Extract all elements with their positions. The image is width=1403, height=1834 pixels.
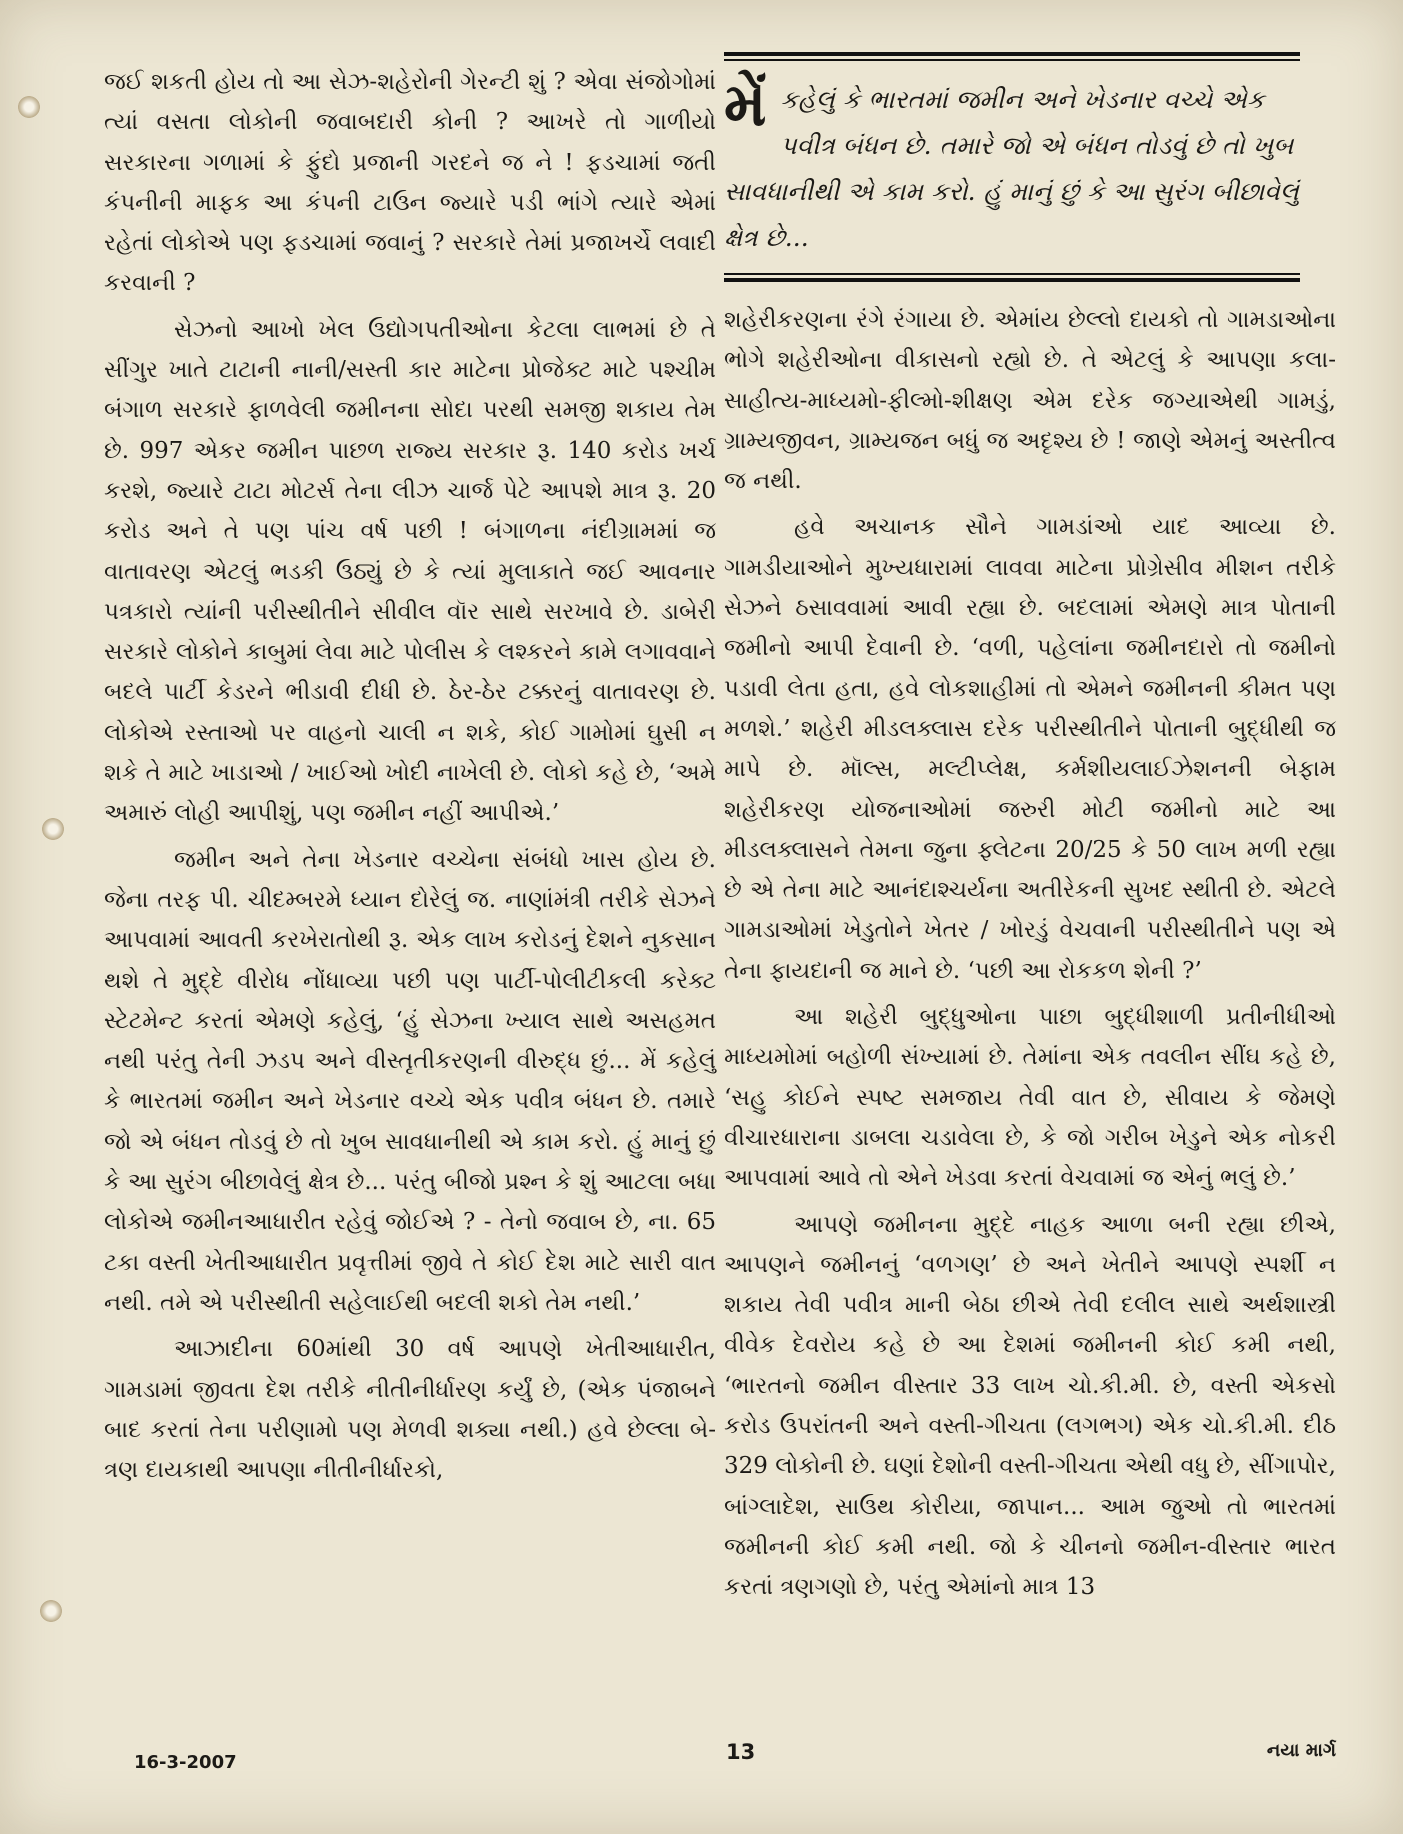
pull-quote-text: કહેલું કે ભારતમાં જમીન અને ખેડનાર વચ્ચે એક પવીત્ર બંધન છે. તમારે જો એ બંધન તોડવું છે તો ખુબ સાવધાનીથી એ કામ કરો. હું માનું છું કે આ સુરંગ બીછાવેલું ક્ષેત્ર છે...: [724, 85, 1299, 252]
page-tear-mark: [18, 96, 40, 118]
left-column: [104, 62, 716, 1490]
pull-quote: [724, 52, 1300, 282]
body-paragraph: હવે અચાનક સૌને ગામડાંઓ યાદ આવ્યા છે. ગામડીયાઓને મુખ્યધારામાં લાવવા માટેના પ્રોગ્રેસીવ મીશન તરીકે સેઝને ઠસાવવામાં આવી રહ્યા છે. બદલામાં એમણે માત્ર પોતાની જમીનો આપી દેવાની છે. ‘વળી, પહેલાંના જમીનદારો તો જમીનો પડાવી લેતા હતા, હવે લોકશાહીમાં તો એમને જમીનની કીમત પણ મળશે.’ શહેરી મીડલક્લાસ દરેક પરીસ્થીતીને પોતાની બુદ્ધીથી જ માપે છે. મૉલ્સ, મલ્ટીપ્લેક્ષ, કર્મશીયલાઈઝેશનની બેફામ શહેરીકરણ યોજનાઓમાં જરુરી મોટી જમીનો માટે આ મીડલક્લાસને તેમના જુના ફ્લેટના 20/25 કે 50 લાખ મળી રહ્યા છે એ તેના માટે આનંદાશ્ચર્યના અતીરેકની સુખદ સ્થીતી છે. એટલે ગામડાઓમાં ખેડુતોને ખેતર / ખોરડું વેચવાની પરીસ્થીતીને પણ એ તેના ફાયદાની જ માને છે. ‘પછી આ રોકકળ શેની ?’: [724, 514, 1336, 984]
body-paragraph: આ શહેરી બુદ્ધુઓના પાછા બુદ્ધીશાળી પ્રતીનીધીઓ માધ્યમોમાં બહોળી સંખ્યામાં છે. તેમાંના એક તવલીન સીંઘ કહે છે, ‘સહુ કોઈને સ્પષ્ટ સમજાય તેવી વાત છે, સીવાય કે જેમણે વીચારધારાના ડાબલા ચડાવેલા છે, કે જો ગરીબ ખેડુને એક નોકરી આપવામાં આવે તો એને ખેડવા કરતાં વેચવામાં જ એનું ભલું છે.’: [724, 1004, 1336, 1192]
body-paragraph: જમીન અને તેના ખેડનાર વચ્ચેના સંબંધો ખાસ હોય છે. જેના તરફ પી. ચીદમ્બરમે ધ્યાન દોરેલું જ. નાણાંમંત્રી તરીકે સેઝને આપવામાં આવતી કરખેરાતોથી રૂ. એક લાખ કરોડનું દેશને નુકસાન થશે તે મુદ્દે વીરોધ નોંધાવ્યા પછી પણ પાર્ટી-પોલીટીકલી કરેક્ટ સ્ટેટમેન્ટ કરતાં એમણે કહેલું, ‘હું સેઝના ખ્યાલ સાથે અસહમત નથી પરંતુ તેની ઝડપ અને વીસ્તૃતીકરણની વીરુદ્ધ છું... મેં કહેલું કે ભારતમાં જમીન અને ખેડનાર વચ્ચે એક પવીત્ર બંધન છે. તમારે જો એ બંધન તોડવું છે તો ખુબ સાવધાનીથી એ કામ કરો. હું માનું છું કે આ સુરંગ બીછાવેલું ક્ષેત્ર છે... પરંતુ બીજો પ્રશ્ન કે શું આટલા બધા લોકોએ જમીનઆધારીત રહેવું જોઈએ ? - તેનો જવાબ છે, ના. 65 ટકા વસ્તી ખેતીઆધારીત પ્રવૃત્તીમાં જીવે તે કોઈ દેશ માટે સારી વાત નથી. તમે એ પરીસ્થીતી સહેલાઈથી બદલી શકો તેમ નથી.’: [104, 846, 716, 1316]
page-tear-mark: [40, 1600, 62, 1622]
pull-quote-dropcap: મેં: [724, 70, 767, 140]
body-paragraph: સેઝનો આખો ખેલ ઉદ્યોગપતીઓના કેટલા લાભમાં છે તે સીંગુર ખાતે ટાટાની નાની/સસ્તી કાર માટેના પ્રોજેક્ટ માટે પશ્ચીમ બંગાળ સરકારે ફાળવેલી જમીનના સોદા પરથી સમજી શકાય તેમ છે. 997 એકર જમીન પાછળ રાજ્ય સરકાર રૂ. 140 કરોડ ખર્ચ કરશે, જ્યારે ટાટા મોટર્સ તેના લીઝ ચાર્જ પેટે આપશે માત્ર રૂ. 20 કરોડ અને તે પણ પાંચ વર્ષ પછી ! બંગાળના નંદીગ્રામમાં જ વાતાવરણ એટલું ભડકી ઉઠ્યું છે કે ત્યાં મુલાકાતે જઈ આવનાર પત્રકારો ત્યાંની પરીસ્થીતીને સીવીલ વૉર સાથે સરખાવે છે. ડાબેરી સરકારે લોકોને કાબુમાં લેવા માટે પોલીસ કે લશ્કરને કામે લગાવવાને બદલે પાર્ટી કેડરને ભીડાવી દીધી છે. ઠેર-ઠેર ટક્કરનું વાતાવરણ છે. લોકોએ રસ્તાઓ પર વાહનો ચાલી ન શકે, કોઈ ગામોમાં ઘુસી ન શકે તે માટે ખાડાઓ / ખાઈઓ ખોદી નાખેલી છે. લોકો કહે છે, ‘અમે અમારું લોહી આપીશું, પણ જમીન નહીં આપીએ.’: [104, 316, 716, 827]
right-column: [724, 300, 1336, 1608]
page-number: 13: [726, 1740, 756, 1764]
pull-quote-bottom-rule: [724, 273, 1300, 282]
pull-quote-top-rule: [724, 52, 1300, 61]
body-paragraph: જઈ શકતી હોય તો આ સેઝ-શહેરોની ગેરન્ટી શું ? એવા સંજોગોમાં ત્યાં વસતા લોકોની જવાબદારી કોની ? આખરે તો ગાળીયો સરકારના ગળામાં કે ફુંદો પ્રજાની ગરદને જ ને ! ફડચામાં જતી કંપનીની માફક આ કંપની ટાઉન જ્યારે પડી ભાંગે ત્યારે એમાં રહેતાં લોકોએ પણ ફડચામાં જવાનું ? સરકારે તેમાં પ્રજાખર્ચે લવાદી કરવાની ?: [104, 69, 716, 297]
body-paragraph: શહેરીકરણના રંગે રંગાયા છે. એમાંય છેલ્લો દાયકો તો ગામડાઓના ભોગે શહેરીઓના વીકાસનો રહ્યો છે. તે એટલું કે આપણા કલા-સાહીત્ય-માધ્યમો-ફીલ્મો-શીક્ષણ એમ દરેક જગ્યાએથી ગામડું, ગ્રામ્યજીવન, ગ્રામ્યજન બધું જ અદૃશ્ય છે ! જાણે એમનું અસ્તીત્વ જ નથી.: [724, 307, 1336, 495]
body-paragraph: આપણે જમીનના મુદ્દે નાહક આળા બની રહ્યા છીએ, આપણને જમીનનું ‘વળગણ’ છે અને ખેતીને આપણે સ્પર્શી ન શકાય તેવી પવીત્ર માની બેઠા છીએ તેવી દલીલ સાથે અર્થશાસ્ત્રી વીવેક દેવરોય કહે છે આ દેશમાં જમીનની કોઈ કમી નથી, ‘ભારતનો જમીન વીસ્તાર 33 લાખ ચો.કી.મી. છે, વસ્તી એકસો કરોડ ઉપરાંતની અને વસ્તી-ગીચતા (લગભગ) એક ચો.કી.મી. દીઠ 329 લોકોની છે. ઘણાં દેશોની વસ્તી-ગીચતા એથી વધુ છે, સીંગાપોર, બાંગ્લાદેશ, સાઉથ કોરીયા, જાપાન... આમ જુઓ તો ભારતમાં જમીનની કોઈ કમી નથી. જો કે ચીનનો જમીન-વીસ્તાર ભારત કરતાં ત્રણગણો છે, પરંતુ એમાંનો માત્ર 13: [724, 1211, 1336, 1601]
body-paragraph: આઝાદીના 60માંથી 30 વર્ષ આપણે ખેતીઆધારીત, ગામડામાં જીવતા દેશ તરીકે નીતીનીર્ધારણ કર્યું છે, (એક પંજાબને બાદ કરતાં તેના પરીણામો પણ મેળવી શક્યા નથી.) હવે છેલ્લા બે-ત્રણ દાયકાથી આપણા નીતીનીર્ધારકો,: [104, 1336, 716, 1484]
page-tear-mark: [42, 818, 64, 840]
magazine-name: નયા માર્ગ: [1266, 1740, 1336, 1761]
issue-date: 16-3-2007: [134, 1752, 237, 1773]
